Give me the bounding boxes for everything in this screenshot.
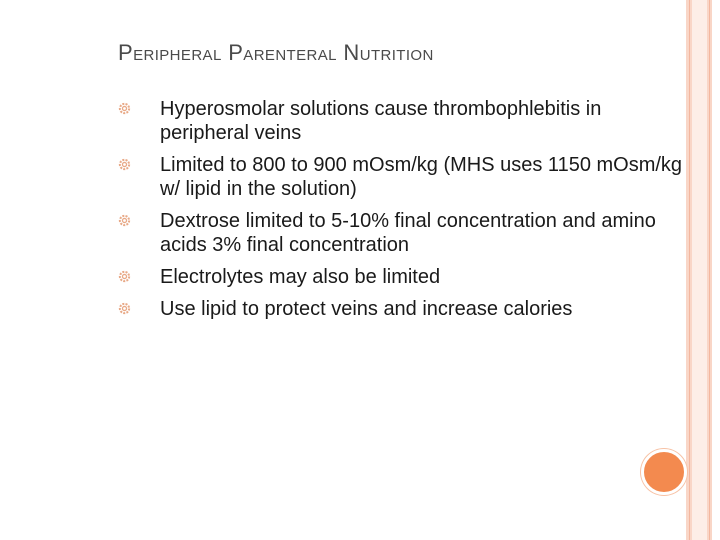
bullet-text: Use lipid to protect veins and increase calories [160, 298, 573, 320]
decorative-stripe-inner [692, 0, 707, 540]
bullet-text: Dextrose limited to 5-10% final concentration and amino acids 3% final concentration [160, 210, 656, 256]
gear-icon [118, 158, 131, 171]
gear-icon [118, 302, 131, 315]
bullet-item [118, 97, 688, 145]
decorative-circle [641, 449, 687, 495]
gear-icon [118, 214, 131, 227]
bullet-item [118, 265, 688, 289]
gear-icon [118, 102, 131, 115]
decorative-stripe-line [709, 0, 710, 540]
decorative-stripe-line [689, 0, 690, 540]
bullet-item [118, 297, 688, 321]
bullet-text: Limited to 800 to 900 mOsm/kg (MHS uses 1150 mOsm/kg w/ lipid in the solution) [160, 154, 683, 200]
bullet-text: Hyperosmolar solutions cause thrombophlebitis in peripheral veins [160, 98, 602, 144]
bullet-text: Electrolytes may also be limited [160, 266, 441, 288]
bullet-list [118, 97, 688, 329]
bullet-item [118, 153, 688, 201]
gear-icon [118, 270, 131, 283]
bullet-item [118, 209, 688, 257]
slide-title: Peripheral Parenteral Nutrition [118, 40, 434, 65]
